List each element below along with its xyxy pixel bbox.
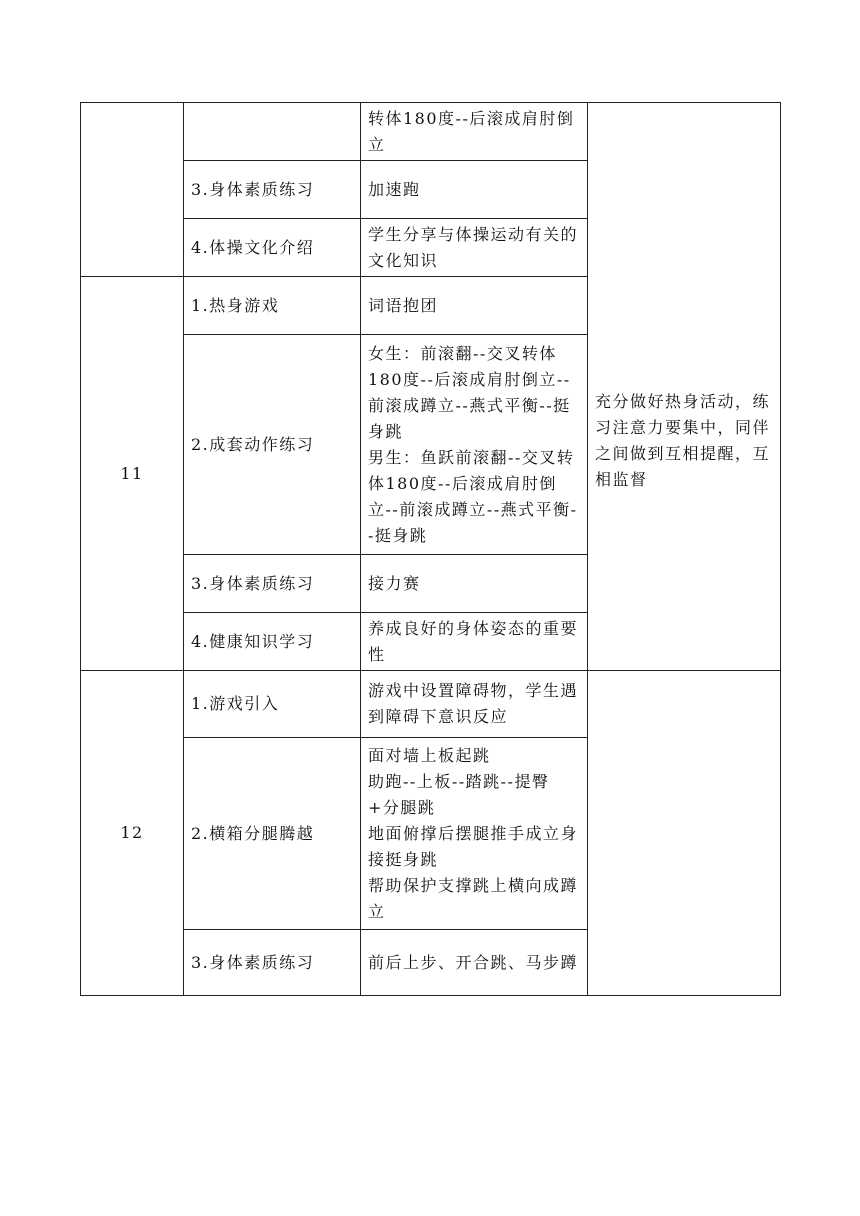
content-cell bbox=[361, 103, 588, 161]
content-line: 养成良好的身体姿态的重要性 bbox=[368, 618, 579, 664]
content-line: 助跑--上板--踏跳--提臀+分腿跳 bbox=[368, 771, 550, 817]
item-cell: 3.身体素质练习 bbox=[184, 930, 361, 996]
content-line: 接力赛 bbox=[368, 573, 421, 593]
content-line: 游戏中设置障碍物，学生遇到障碍下意识反应 bbox=[368, 681, 579, 726]
item-cell bbox=[184, 103, 361, 161]
content-cell bbox=[361, 613, 588, 671]
content-cell bbox=[361, 671, 588, 738]
content-cell bbox=[361, 335, 588, 555]
table-row bbox=[81, 103, 781, 161]
content-line: 地面俯撑后摆腿推手成立身接挺身跳 bbox=[368, 823, 579, 869]
notes-text: 充分做好热身活动，练习注意力要集中，同伴之间做到互相提醒，互相监督 bbox=[595, 391, 771, 489]
week-cell: 11 bbox=[81, 277, 184, 671]
item-cell: 1.游戏引入 bbox=[184, 671, 361, 738]
content-line: 女生：前滚翻--交叉转体180度--后滚成肩肘倒立--前滚成蹲立--燕式平衡--挺身跳 bbox=[368, 343, 571, 441]
content-cell bbox=[361, 277, 588, 335]
item-cell: 4.体操文化介绍 bbox=[184, 219, 361, 277]
item-cell: 4.健康知识学习 bbox=[184, 613, 361, 671]
content-cell bbox=[361, 930, 588, 996]
content-line: 前后上步、开合跳、马步蹲 bbox=[368, 952, 579, 972]
content-cell bbox=[361, 161, 588, 219]
item-cell: 3.身体素质练习 bbox=[184, 555, 361, 613]
content-line: 学生分享与体操运动有关的文化知识 bbox=[368, 224, 579, 270]
notes-cell bbox=[588, 103, 781, 671]
item-cell: 3.身体素质练习 bbox=[184, 161, 361, 219]
content-cell bbox=[361, 219, 588, 277]
content-line: 转体180度--后滚成肩肘倒立 bbox=[368, 108, 575, 154]
content-line: 面对墙上板起跳 bbox=[368, 745, 491, 765]
item-cell: 1.热身游戏 bbox=[184, 277, 361, 335]
content-cell bbox=[361, 555, 588, 613]
week-cell: 12 bbox=[81, 671, 184, 996]
content-cell bbox=[361, 738, 588, 930]
lesson-plan-table bbox=[80, 102, 781, 996]
content-line: 男生：鱼跃前滚翻--交叉转体180度--后滚成肩肘倒立--前滚成蹲立--燕式平衡--挺身跳 bbox=[368, 447, 578, 545]
content-line: 词语抱团 bbox=[368, 295, 439, 315]
content-line: 帮助保护支撑跳上横向成蹲立 bbox=[368, 875, 579, 921]
content-line: 加速跑 bbox=[368, 179, 421, 199]
notes-cell-blank bbox=[588, 671, 781, 996]
item-cell: 2.横箱分腿腾越 bbox=[184, 738, 361, 930]
week-cell-blank bbox=[81, 103, 184, 277]
table-row bbox=[81, 671, 781, 738]
item-cell: 2.成套动作练习 bbox=[184, 335, 361, 555]
